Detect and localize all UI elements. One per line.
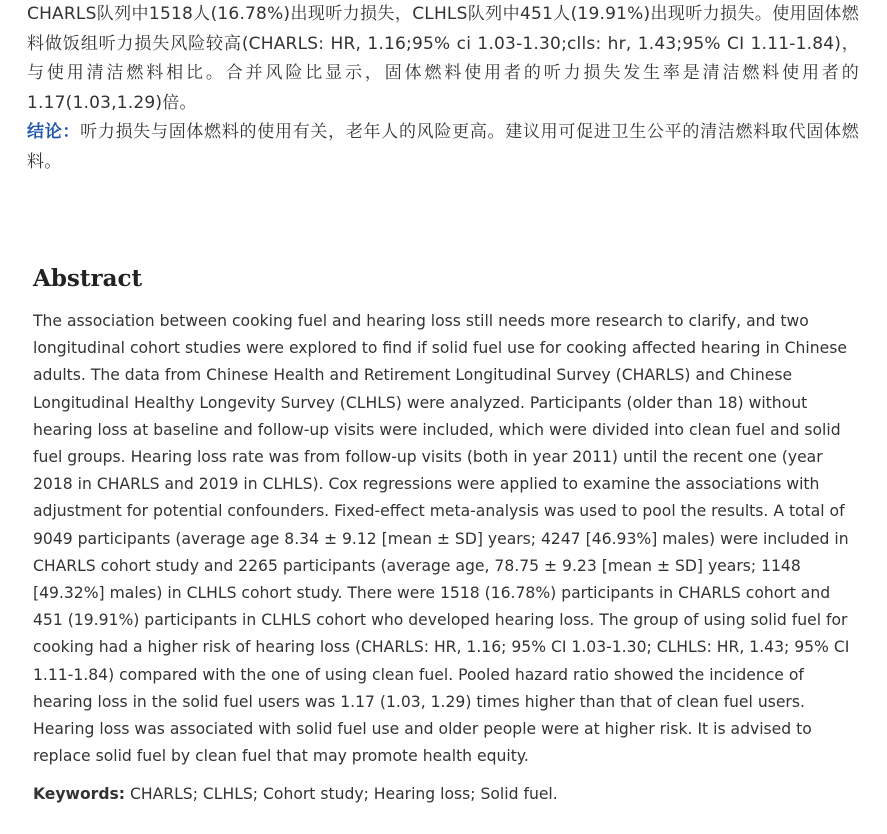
chinese-abstract-section [27,0,859,177]
conclusion-label: 结论： [27,122,81,142]
abstract-heading: Abstract [33,265,143,292]
abstract-body-paragraph: The association between cooking fuel and hearing loss still needs more research to clarify, and two longitudinal cohort studies were explored to find if solid fuel use for cooking affected hearing in Chinese adults. The data from Chinese Health and Retirement Longitudinal Survey (CHARLS) and Chinese Longitudinal Healthy Longevity Survey (CLHLS) were analyzed. Participants (older than 18) without hearing loss at baseline and follow-up visits were included, which were divided into clean fuel and solid fuel groups. Hearing loss rate was from follow-up visits (both in year 2011) until the recent one (year 2018 in CHARLS and 2019 in CLHLS). Cox regressions were applied to examine the associations with adjustment for potential confounders. Fixed-effect meta-analysis was used to pool the results. A total of 9049 participants (average age 8.34 ± 9.12 [mean ± SD] years; 4247 [46.93%] males) were included in CHARLS cohort study and 2265 participants (average age, 78.75 ± 9.23 [mean ± SD] years; 1148 [49.32%] males) in CLHLS cohort study. There were 1518 (16.78%) participants in CHARLS cohort and 451 (19.91%) participants in CLHLS cohort who developed hearing loss. The group of using solid fuel for cooking had a higher risk of hearing loss (CHARLS: HR, 1.16; 95% CI 1.03-1.30; CLHLS: HR, 1.43; 95% CI 1.11-1.84) compared with the one of using clean fuel. Pooled hazard ratio showed the incidence of hearing loss in the solid fuel users was 1.17 (1.03, 1.29) times higher than that of clean fuel users. Hearing loss was associated with solid fuel use and older people were at higher risk. It is advised to replace solid fuel by clean fuel that may promote health equity. [33,312,850,766]
keywords-label: Keywords: [33,785,126,804]
chinese-conclusion-paragraph [27,118,859,177]
keywords-line [33,782,853,806]
keywords-text: CHARLS; CLHLS; Cohort study; Hearing loss; Solid fuel. [125,785,558,804]
chinese-results-paragraph: CHARLS队列中1518人(16.78%)出现听力损失，CLHLS队列中451人(19.91%)出现听力损失。使用固体燃料做饭组听力损失风险较高(CHARLS: HR, 1.16;95% ci 1.03-1.30;clls: hr, 1.43;95% CI 1.11-1.84)，与使用清洁燃料相比。合并风险比显示，固体燃料使用者的听力损失发生率是清洁燃料使用者的1.17(1.03,1.29)倍。 [27,4,859,113]
conclusion-text: 听力损失与固体燃料的使用有关，老年人的风险更高。建议用可促进卫生公平的清洁燃料取代固体燃料。 [27,122,859,172]
english-abstract-section [33,262,853,806]
